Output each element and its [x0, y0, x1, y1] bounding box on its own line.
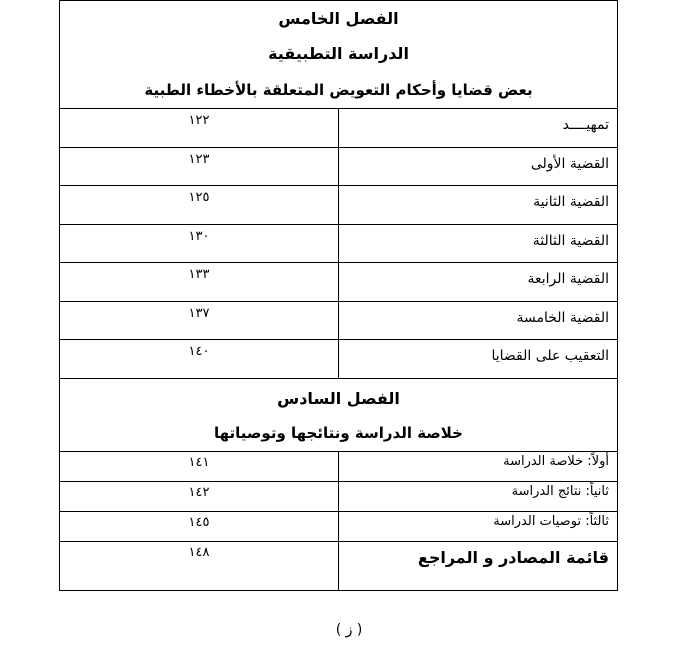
toc-row-references [60, 541, 618, 590]
chapter5-subtitle: الدراسة التطبيقية [268, 44, 409, 63]
chapter6-title: الفصل السادس [277, 388, 400, 408]
toc-page-number: ١٢٥ [60, 186, 339, 225]
toc-row [60, 147, 618, 186]
toc-entry-title: القضية الخامسة [339, 301, 618, 340]
toc-page-number: ١٢٣ [60, 147, 339, 186]
chapter5-description: بعض قضايا وأحكام التعويض المتعلقة بالأخطاء الطبية [144, 81, 533, 99]
toc-page-number: ١٢٢ [60, 109, 339, 148]
chapter5-header [60, 1, 618, 109]
table-of-contents [59, 0, 618, 591]
toc-page-number: ١٣٠ [60, 224, 339, 263]
chapter5-header-row [60, 1, 618, 109]
chapter6-header-row [60, 378, 618, 451]
chapter6-header [60, 378, 618, 451]
toc-row [60, 186, 618, 225]
toc-row [60, 109, 618, 148]
toc-entry-title: القضية الأولى [339, 147, 618, 186]
toc-entry-title: ثانياً: نتائج الدراسة [339, 481, 618, 511]
toc-row [60, 340, 618, 379]
toc-page-number: ١٤٢ [60, 481, 339, 511]
chapter5-title: الفصل الخامس [278, 9, 399, 28]
toc-page-number: ١٣٧ [60, 301, 339, 340]
toc-entry-title: تمهيــــد [339, 109, 618, 148]
chapter6-subtitle: خلاصة الدراسة ونتائجها وتوصياتها [214, 423, 463, 442]
toc-entry-title: القضية الثالثة [339, 224, 618, 263]
toc-row [60, 511, 618, 541]
references-title: قائمة المصادر و المراجع [339, 541, 618, 590]
toc-entry-title: أولاً: خلاصة الدراسة [339, 451, 618, 481]
toc-page-number: ١٣٣ [60, 263, 339, 302]
toc-row [60, 451, 618, 481]
toc-entry-title: القضية الرابعة [339, 263, 618, 302]
toc-row [60, 224, 618, 263]
toc-page-number: ١٤٥ [60, 511, 339, 541]
page-number: ( ز ) [335, 622, 363, 638]
toc-entry-title: التعقيب على القضايا [339, 340, 618, 379]
toc-entry-title: ثالثاً: توصيات الدراسة [339, 511, 618, 541]
toc-page-number: ١٤١ [60, 451, 339, 481]
toc-row [60, 301, 618, 340]
toc-page-number: ١٤٠ [60, 340, 339, 379]
toc-entry-title: القضية الثانية [339, 186, 618, 225]
toc-row [60, 481, 618, 511]
toc-row [60, 263, 618, 302]
toc-page-number: ١٤٨ [60, 541, 339, 590]
